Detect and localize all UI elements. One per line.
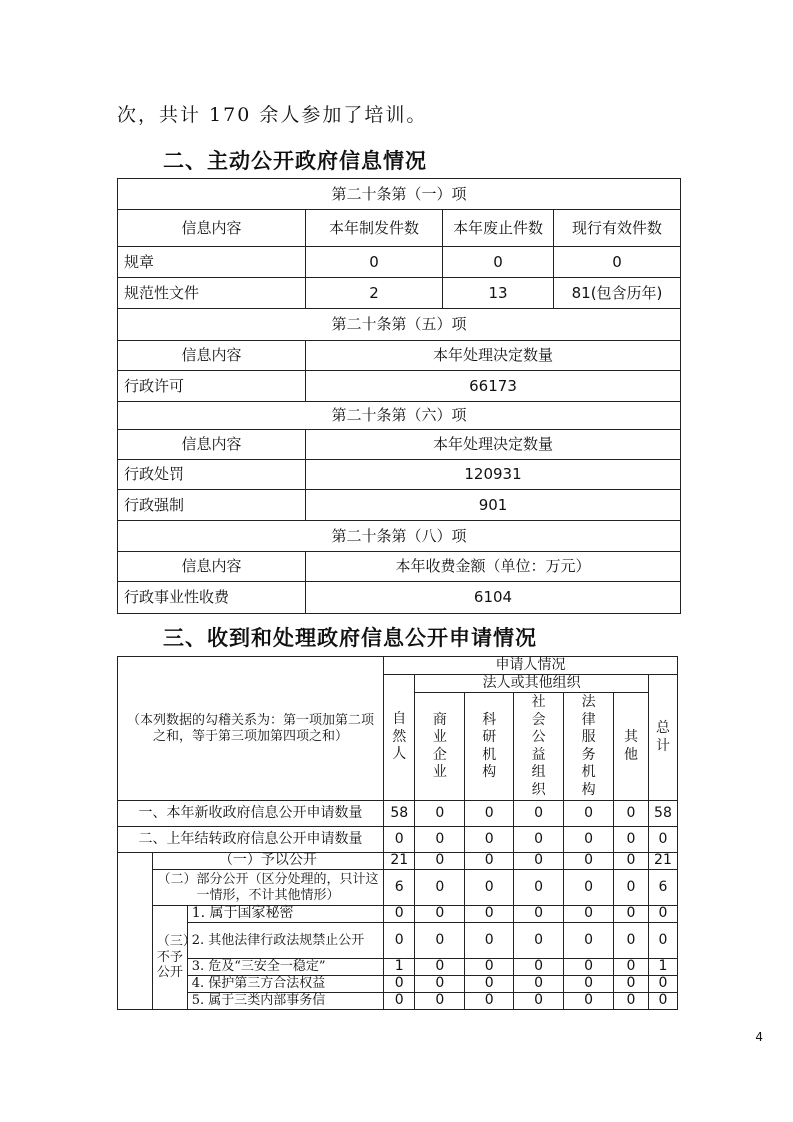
cell-value: 0 (614, 976, 649, 993)
cell-value: 901 (306, 490, 681, 521)
intro-text: 次，共计 170 余人参加了培训。 (117, 104, 428, 126)
table-row (118, 906, 678, 923)
cell-value: 1 (648, 959, 677, 976)
section3-heading: 三、收到和处理政府信息公开申请情况 (163, 626, 537, 650)
cell-value: 0 (648, 976, 677, 993)
header-info-content: 信息内容 (118, 341, 306, 371)
table-row (118, 923, 678, 959)
header-issued: 本年制发件数 (306, 210, 443, 247)
table-row (118, 853, 678, 870)
cell-value: 0 (514, 870, 564, 906)
article-heading: 第二十条第（六）项 (118, 402, 681, 430)
section2-heading: 二、主动公开政府信息情况 (163, 149, 427, 173)
row-label: 二、上年结转政府信息公开申请数量 (118, 827, 384, 853)
cell-value: 58 (384, 801, 415, 827)
cell-value: 0 (415, 923, 465, 959)
cell-value: 0 (564, 870, 614, 906)
cell-value: 21 (648, 853, 677, 870)
cell-value: 0 (514, 853, 564, 870)
row-label: 2. 其他法律行政法规禁止公开 (187, 923, 383, 959)
cell-value: 0 (465, 923, 514, 959)
table-row (118, 247, 681, 278)
cell-value: 0 (564, 993, 614, 1010)
header-social: 社会公益组织 (514, 693, 564, 801)
header-research: 科研机构 (465, 693, 514, 801)
cell-value: 13 (443, 278, 554, 309)
cell-value: 0 (465, 976, 514, 993)
table-row (118, 278, 681, 309)
cell-value: 81(包含历年) (554, 278, 681, 309)
row-label: （一）予以公开 (152, 853, 383, 870)
sub-label-withheld: （三）不予公开 (152, 906, 187, 1010)
cell-value: 6 (384, 870, 415, 906)
cell-value: 0 (514, 959, 564, 976)
cell-value: 6 (648, 870, 677, 906)
cell-value: 0 (614, 923, 649, 959)
header-valid: 现行有效件数 (554, 210, 681, 247)
cell-value: 0 (415, 853, 465, 870)
cell-value: 2 (306, 278, 443, 309)
cell-value: 0 (514, 906, 564, 923)
cell-value: 0 (384, 923, 415, 959)
cell-value: 0 (564, 853, 614, 870)
header-info-content: 信息内容 (118, 430, 306, 460)
cell-value: 0 (415, 870, 465, 906)
cell-value: 0 (465, 827, 514, 853)
cell-value: 0 (465, 870, 514, 906)
cell-value: 0 (415, 906, 465, 923)
row-label: 行政许可 (118, 371, 306, 402)
article-heading: 第二十条第（五）项 (118, 309, 681, 341)
header-decisions: 本年处理决定数量 (306, 341, 681, 371)
cell-value: 0 (465, 993, 514, 1010)
cell-value: 0 (614, 853, 649, 870)
cell-value: 0 (614, 959, 649, 976)
header-other: 其他 (614, 693, 649, 801)
row-label: 行政强制 (118, 490, 306, 521)
header-law: 法律服务机构 (564, 693, 614, 801)
cell-value: 0 (514, 923, 564, 959)
row-label: 4. 保护第三方合法权益 (187, 976, 383, 993)
cell-value: 0 (564, 959, 614, 976)
cell-value: 0 (415, 976, 465, 993)
cell-value: 0 (384, 993, 415, 1010)
header-natural-person: 自然人 (384, 675, 415, 801)
table-row (118, 870, 678, 906)
row-label: 5. 属于三类内部事务信 (187, 993, 383, 1010)
cell-value: 0 (514, 827, 564, 853)
cell-value: 0 (564, 976, 614, 993)
cell-value: 0 (443, 247, 554, 278)
cell-value: 0 (614, 827, 649, 853)
header-business: 商业企业 (415, 693, 465, 801)
cell-value: 66173 (306, 371, 681, 402)
header-applicant: 申请人情况 (384, 657, 678, 675)
cell-value: 0 (384, 976, 415, 993)
table-row (118, 801, 678, 827)
cell-value: 0 (465, 853, 514, 870)
header-decisions: 本年处理决定数量 (306, 430, 681, 460)
row-label: 规章 (118, 247, 306, 278)
cell-value: 0 (384, 906, 415, 923)
cell-value: 1 (384, 959, 415, 976)
cell-value: 0 (564, 827, 614, 853)
header-info-content: 信息内容 (118, 552, 306, 582)
row-label: 行政事业性收费 (118, 582, 306, 614)
header-abolished: 本年废止件数 (443, 210, 554, 247)
cell-value: 0 (514, 801, 564, 827)
blank-cell (118, 853, 153, 1010)
cell-value: 0 (614, 993, 649, 1010)
cell-value: 0 (614, 906, 649, 923)
cell-value: 58 (648, 801, 677, 827)
application-table (117, 656, 678, 1010)
header-total: 总计 (648, 675, 677, 801)
table-row (118, 959, 678, 976)
row-label: 行政处罚 (118, 460, 306, 490)
table-row (118, 582, 681, 614)
cell-value: 0 (614, 870, 649, 906)
article-heading: 第二十条第（八）项 (118, 521, 681, 552)
cell-value: 0 (415, 993, 465, 1010)
note-cell: （本列数据的勾稽关系为：第一项加第二项之和，等于第三项加第四项之和） (118, 657, 384, 801)
page-number: 4 (755, 1030, 763, 1044)
cell-value: 120931 (306, 460, 681, 490)
table-row (118, 827, 678, 853)
row-label: 1. 属于国家秘密 (187, 906, 383, 923)
cell-value: 0 (415, 801, 465, 827)
cell-value: 0 (614, 801, 649, 827)
cell-value: 0 (648, 993, 677, 1010)
cell-value: 0 (465, 906, 514, 923)
cell-value: 0 (514, 993, 564, 1010)
cell-value: 0 (384, 827, 415, 853)
cell-value: 0 (648, 906, 677, 923)
article-heading: 第二十条第（一）项 (118, 179, 681, 210)
table-row (118, 371, 681, 402)
row-label: 3. 危及“三安全一稳定” (187, 959, 383, 976)
cell-value: 21 (384, 853, 415, 870)
cell-value: 0 (415, 827, 465, 853)
cell-value: 0 (648, 923, 677, 959)
cell-value: 0 (564, 906, 614, 923)
cell-value: 0 (648, 827, 677, 853)
table-row (118, 490, 681, 521)
header-info-content: 信息内容 (118, 210, 306, 247)
proactive-disclosure-table (117, 178, 681, 614)
cell-value: 0 (465, 959, 514, 976)
row-label: 规范性文件 (118, 278, 306, 309)
cell-value: 0 (564, 801, 614, 827)
table-row (118, 460, 681, 490)
table-row (118, 976, 678, 993)
row-label: 一、本年新收政府信息公开申请数量 (118, 801, 384, 827)
cell-value: 0 (306, 247, 443, 278)
cell-value: 6104 (306, 582, 681, 614)
header-legal-entity: 法人或其他组织 (415, 675, 648, 693)
header-fee: 本年收费金额（单位：万元） (306, 552, 681, 582)
cell-value: 0 (514, 976, 564, 993)
table-row (118, 993, 678, 1010)
cell-value: 0 (465, 801, 514, 827)
cell-value: 0 (564, 923, 614, 959)
row-label: （二）部分公开（区分处理的，只计这一情形，不计其他情形） (152, 870, 383, 906)
cell-value: 0 (415, 959, 465, 976)
cell-value: 0 (554, 247, 681, 278)
